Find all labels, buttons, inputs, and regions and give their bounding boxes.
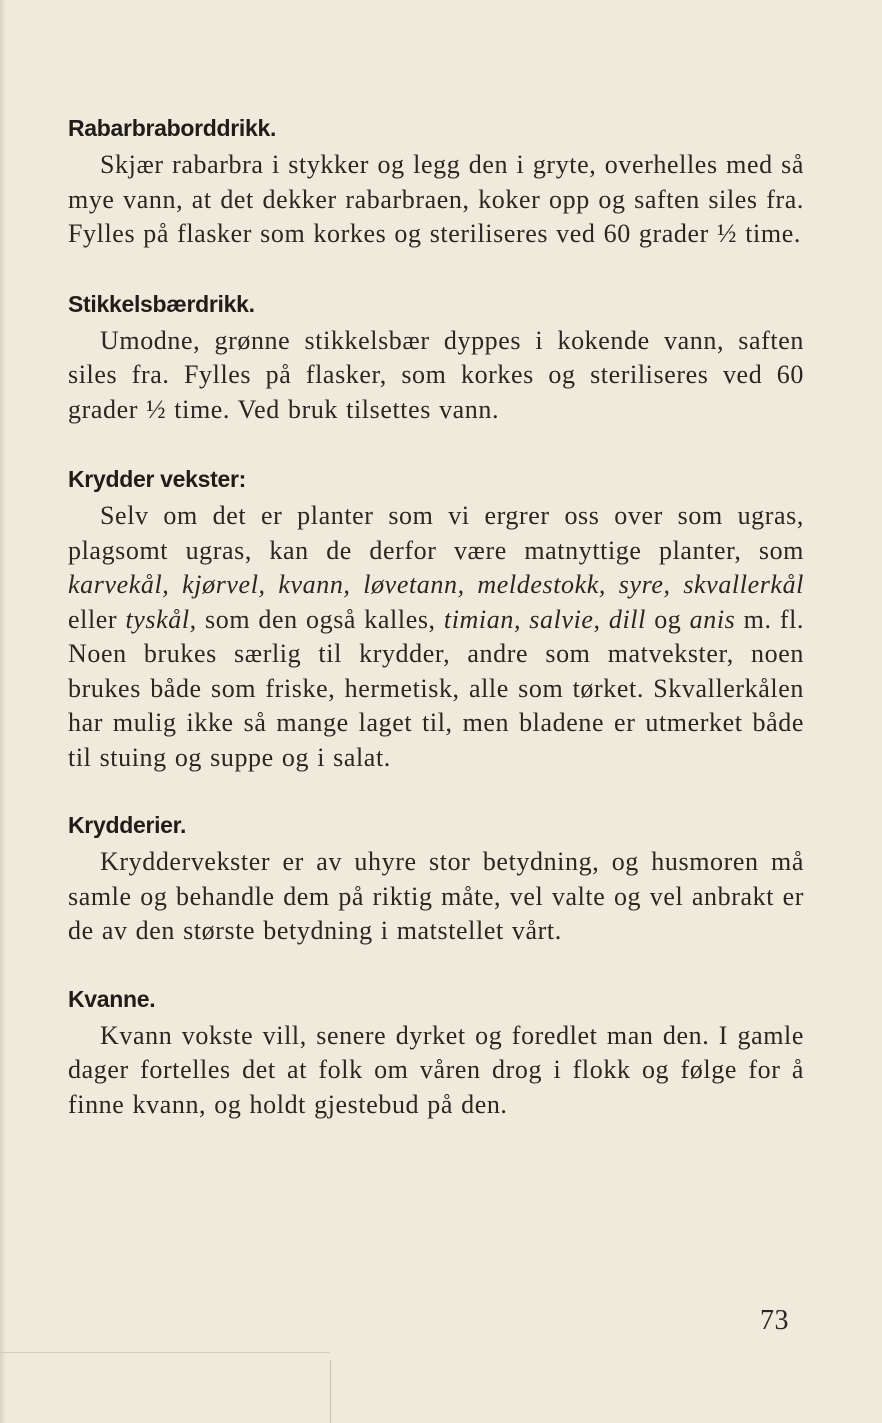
section-paragraph: Kryddervekster er av uhyre stor betydning, og husmoren må samle og behandle dem på riktig måte, vel valte og vel anbrakt er de av den største betydning i matstellet vårt. <box>68 847 804 945</box>
plant-name-italic: anis <box>689 604 736 634</box>
section-paragraph: Kvann vokste vill, senere dyrket og foredlet man den. I gamle dager fortelles det at folk om våren drog i flokk og følge for å finne kvann, og holdt gjestebud på den. <box>68 1020 804 1119</box>
page-content <box>68 108 804 1122</box>
section-kvanne <box>68 979 804 1123</box>
paper-crease <box>0 1352 330 1353</box>
paragraph-text: eller <box>68 604 126 634</box>
section-paragraph <box>68 499 804 775</box>
paragraph-text: og <box>645 604 690 634</box>
section-paragraph: Skjær rabarbra i stykker og legg den i gryte, overhelles med så mye vann, at det dekker rabarbraen, koker opp og saften siles fra. Fylles på flasker som korkes og steriliseres ved 60 grader ½ time. <box>68 150 804 248</box>
plant-name-italic: tyskål, <box>125 604 197 634</box>
section-stikkelsbaerdrikk <box>68 284 804 428</box>
plant-names-italic: karvekål, kjørvel, kvann, løvetann, meldestokk, syre, skvallerkål <box>68 570 804 599</box>
paragraph-text: m. fl. Noen brukes særlig til krydder, andre som matvekster, noen brukes både som friske, hermetisk, alle som tørket. Skvallerkålen har mulig ikke så mange laget til, men bladene er utmerket både til stuing og suppe og i salat. <box>68 604 804 772</box>
page-edge-shadow <box>0 0 6 1423</box>
section-heading: Kvanne. <box>68 985 156 1012</box>
section-krydderier <box>68 805 804 949</box>
section-heading: Krydder vekster: <box>68 466 247 492</box>
section-paragraph: Umodne, grønne stikkelsbær dyppes i kokende vann, saften siles fra. Fylles på flasker, som korkes og steriliseres ved 60 grader ½ time. Ved bruk tilsettes vann. <box>68 325 804 424</box>
paragraph-text: som den også kalles, <box>196 604 444 634</box>
section-rabarbraborddrikk <box>68 108 804 252</box>
section-kryddervekster <box>68 459 804 775</box>
section-heading: Stikkelsbærdrikk. <box>68 290 255 317</box>
page-number: 73 <box>760 1305 789 1336</box>
plant-names-italic: timian, salvie, dill <box>443 604 646 634</box>
section-heading: Krydderier. <box>68 812 187 838</box>
paper-fold <box>330 1360 335 1423</box>
section-heading: Rabarbraborddrikk. <box>68 115 277 141</box>
paragraph-text: Selv om det er planter som vi ergrer oss over som ugras, plagsomt ugras, kan de derfor være matnyttige planter, som <box>68 501 804 565</box>
